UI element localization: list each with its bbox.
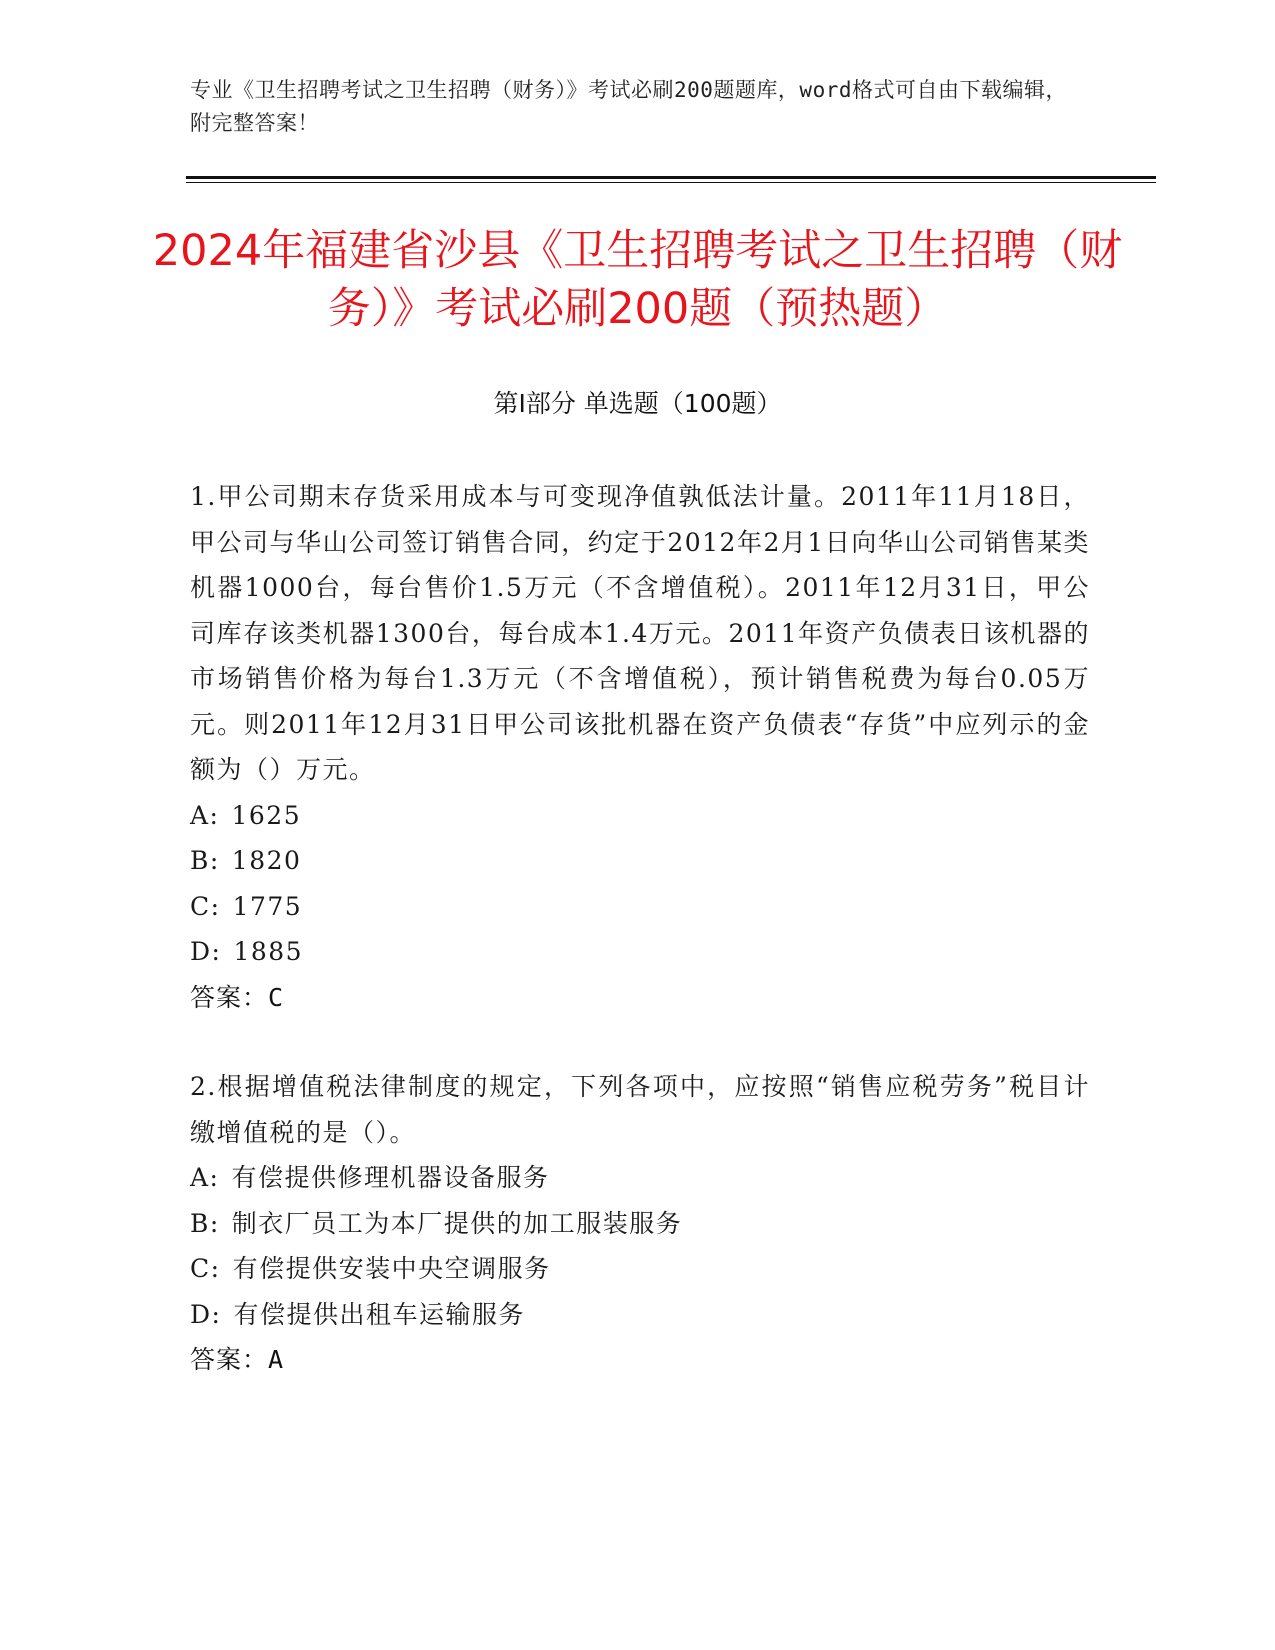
option-a	[190, 1155, 1090, 1201]
option-letter: B:	[190, 846, 220, 875]
option-a	[190, 793, 1090, 839]
header-note: 专业《卫生招聘考试之卫生招聘（财务）》考试必刷200题题库，word格式可自由下载编辑，附完整答案！	[190, 78, 1067, 135]
option-text: 1820	[231, 846, 302, 875]
option-c	[190, 1246, 1090, 1292]
question-stem: 1.甲公司期末存货采用成本与可变现净值孰低法计量。2011年11月18日，甲公司与华山公司签订销售合同，约定于2012年2月1日向华山公司销售某类机器1000台，每台售价1.5万元（不含增值税）。2011年12月31日，甲公司库存该类机器1300台，每台成本1.4万元。2011年资产负债表日该机器的市场销售价格为每台1.3万元（不含增值税），预计销售税费为每台0.05万元。则2011年12月31日甲公司该批机器在资产负债表“存货”中应列示的金额为（）万元。	[190, 482, 1090, 784]
document-title: 2024年福建省沙县《卫生招聘考试之卫生招聘（财务）》考试必刷200题（预热题）	[152, 226, 1123, 334]
option-letter: B:	[190, 1208, 220, 1238]
answer: 答案：C	[190, 982, 285, 1012]
option-text: 1775	[232, 891, 303, 921]
question-1	[190, 474, 1090, 1020]
option-letter: D:	[190, 1299, 222, 1329]
answer: 答案：A	[190, 1345, 285, 1374]
option-text: 制衣厂员工为本厂提供的加工服装服务	[231, 1208, 683, 1238]
option-b	[190, 838, 1090, 884]
option-letter: C:	[190, 891, 221, 921]
question-stem: 2.根据增值税法律制度的规定，下列各项中，应按照“销售应税劳务”税目计缴增值税的是（）。	[190, 1072, 1090, 1147]
option-text: 1885	[233, 937, 304, 966]
option-text: 有偿提供安装中央空调服务	[232, 1254, 551, 1283]
option-letter: A:	[190, 1163, 220, 1192]
question-2	[190, 1064, 1090, 1383]
option-letter: D:	[190, 937, 222, 966]
option-b	[190, 1201, 1090, 1247]
option-text: 有偿提供修理机器设备服务	[231, 1163, 550, 1192]
option-letter: A:	[190, 800, 220, 830]
option-d	[190, 929, 1090, 975]
option-text: 1625	[231, 800, 302, 830]
option-d	[190, 1292, 1090, 1338]
option-c	[190, 884, 1090, 930]
header-divider-thin	[186, 182, 1156, 183]
header-divider	[186, 176, 1156, 179]
option-letter: C:	[190, 1254, 221, 1283]
option-text: 有偿提供出租车运输服务	[233, 1299, 525, 1329]
section-title: 第Ⅰ部分 单选题（100题）	[493, 389, 782, 418]
